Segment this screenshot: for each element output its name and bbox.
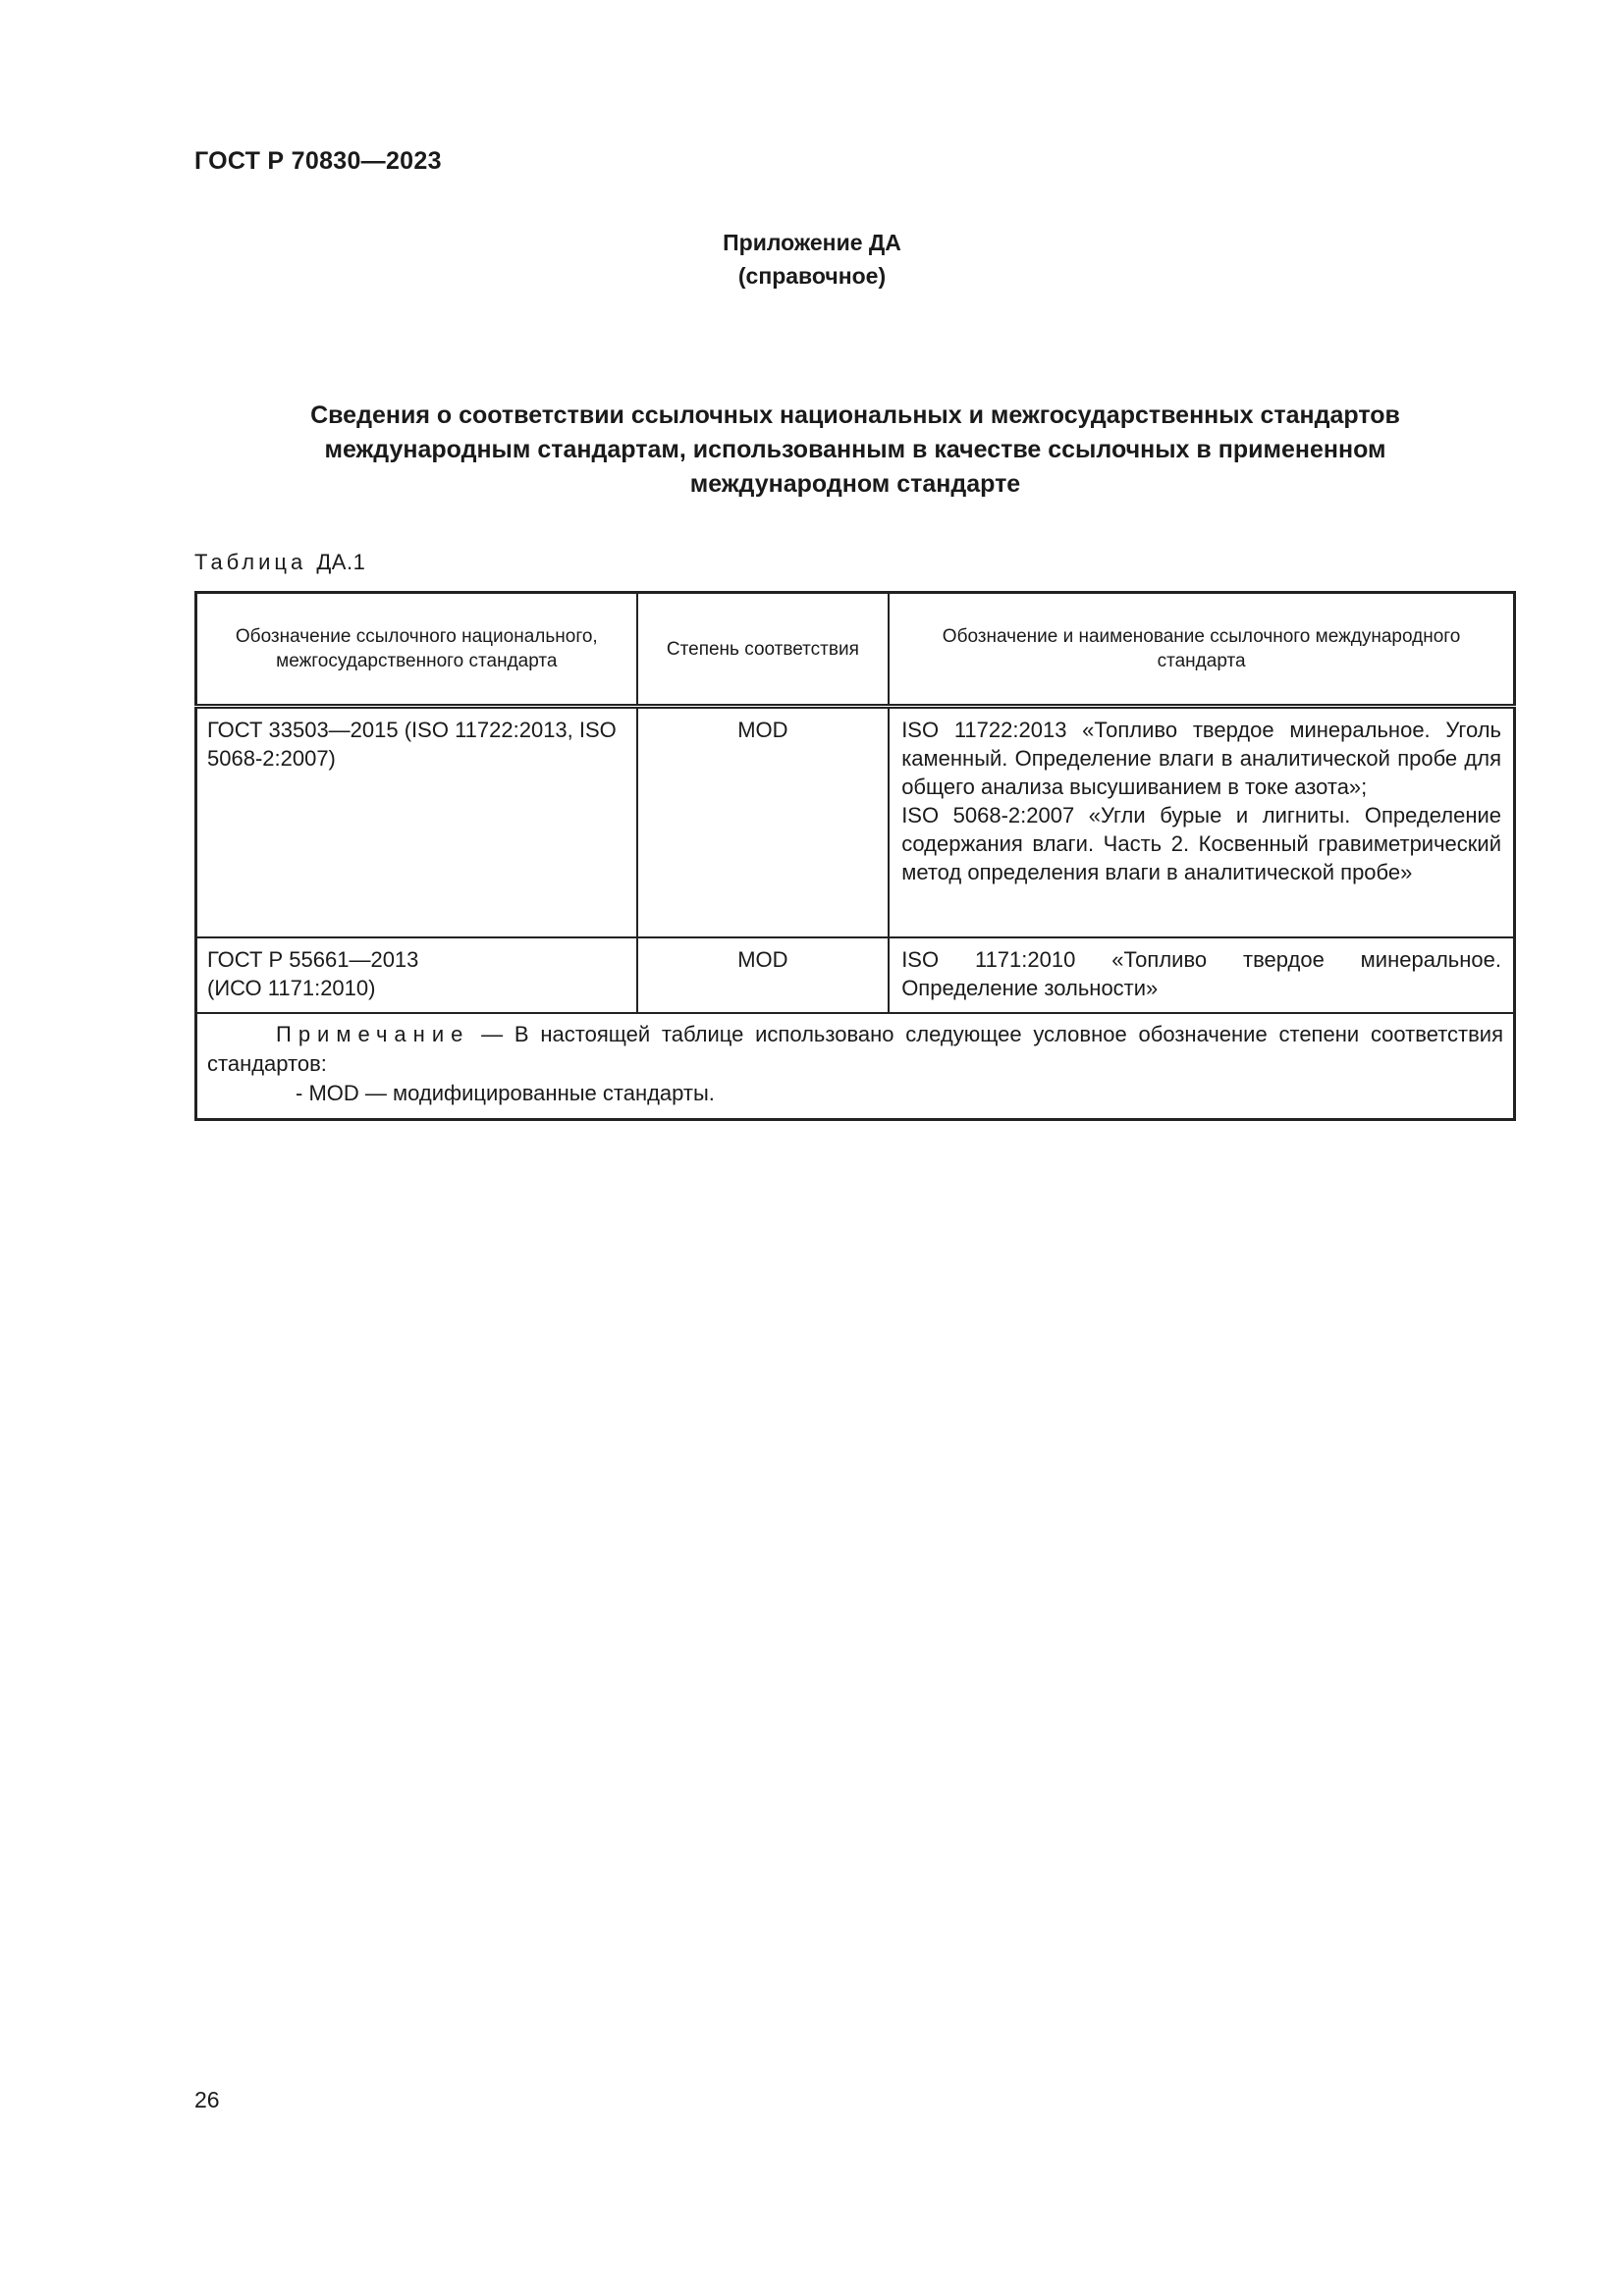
national-line: (ИСО 1171:2010) bbox=[207, 975, 376, 1000]
page-number: 26 bbox=[194, 2087, 220, 2112]
cell-national-standard bbox=[196, 937, 637, 1013]
title-line-2: международным стандартам, использованным в качестве ссылочных в примененном bbox=[324, 436, 1386, 463]
cell-international-standard bbox=[889, 707, 1514, 937]
note-label: Примечание bbox=[276, 1021, 470, 1046]
international-entry: ISO 1171:2010 «Топливо твердое минеральное. Определение зольности» bbox=[901, 946, 1501, 1000]
note-item: - MOD — модифицированные стандарты. bbox=[296, 1080, 715, 1105]
column-header-international: Обозначение и наименование ссылочного международного стандарта bbox=[889, 593, 1514, 707]
column-header-degree: Степень соответствия bbox=[637, 593, 890, 707]
appendix-title: Приложение ДА bbox=[723, 230, 901, 255]
table-caption-number: ДА.1 bbox=[316, 550, 366, 574]
title-line-3: международном стандарте bbox=[689, 470, 1021, 498]
appendix-subtitle: (справочное) bbox=[737, 263, 887, 289]
appendix-heading bbox=[0, 226, 1624, 293]
international-entry: ISO 5068-2:2007 «Угли бурые и лигниты. Определение содержания влаги. Часть 2. Косвенный гравиметрический метод определения влаги в аналитической пробе» bbox=[901, 803, 1501, 884]
cell-degree: MOD bbox=[637, 937, 890, 1013]
cell-national-standard: ГОСТ 33503—2015 (ISO 11722:2013, ISO 5068-2:2007) bbox=[196, 707, 637, 937]
correspondence-table bbox=[194, 591, 1516, 1121]
cell-international-standard bbox=[889, 937, 1514, 1013]
table-header-row bbox=[196, 593, 1515, 707]
note-text: — В настоящей таблице использовано следующее условное обозначение степени соответствия стандартов: bbox=[207, 1021, 1503, 1076]
appendix-main-title bbox=[194, 399, 1516, 502]
table-note-row bbox=[196, 1013, 1515, 1120]
table-row bbox=[196, 707, 1515, 937]
title-line-1: Сведения о соответствии ссылочных национальных и межгосударственных стандартов bbox=[310, 401, 1400, 429]
table-note bbox=[196, 1013, 1515, 1120]
international-entry: ISO 11722:2013 «Топливо твердое минеральное. Уголь каменный. Определение влаги в аналитической пробе для общего анализа высушиванием в токе азота»; bbox=[901, 718, 1501, 799]
table-caption-word: Таблица bbox=[194, 550, 307, 574]
table-caption bbox=[194, 550, 365, 575]
document-code: ГОСТ Р 70830—2023 bbox=[194, 147, 442, 175]
cell-degree: MOD bbox=[637, 707, 890, 937]
national-line: ГОСТ Р 55661—2013 bbox=[207, 946, 419, 972]
column-header-national: Обозначение ссылочного национального, межгосударственного стандарта bbox=[196, 593, 637, 707]
table-row bbox=[196, 937, 1515, 1013]
